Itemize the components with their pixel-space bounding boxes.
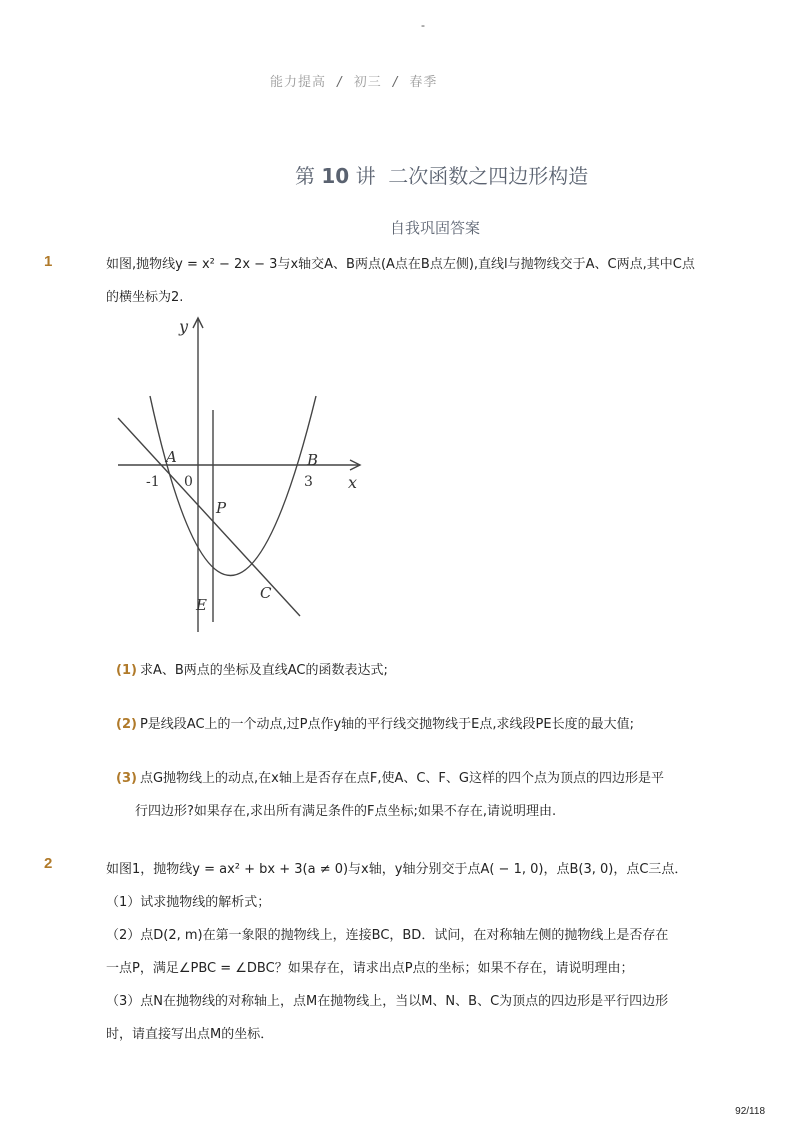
q2-line2: （1）试求抛物线的解析式；	[106, 895, 271, 910]
lecture-prefix: 第	[295, 164, 315, 188]
tick-label-3: 3	[304, 474, 313, 490]
breadcrumb	[270, 71, 437, 90]
crumb-grade: 初三	[353, 75, 382, 90]
crumb-ability: 能力提高	[270, 75, 327, 90]
point-b-label: B	[307, 451, 319, 469]
q1-figure	[110, 310, 370, 640]
q2-line4: 一点P，满足∠PBC = ∠DBC？如果存在，请求出点P点的坐标；如果不存在，请说明理由；	[106, 961, 634, 976]
point-e-label: E	[196, 596, 207, 614]
question-number: 1	[44, 253, 53, 270]
lecture-name: 二次函数之四边形构造	[388, 164, 589, 188]
q1-stem-line2: 的横坐标为2.	[106, 290, 184, 305]
parabola-curve	[150, 396, 319, 576]
tick-label-neg1: -1	[146, 474, 160, 490]
part-text: 点G抛物线上的动点,在x轴上是否存在点F,使A、C、F、G这样的四个点为顶点的四边形是平	[139, 771, 664, 786]
page-number: 92/118	[735, 1106, 765, 1117]
q2-line5: （3）点N在抛物线的对称轴上，点M在抛物线上，当以M、N、B、C为顶点的四边形是平行四边形	[106, 994, 669, 1009]
lecture-number: 10	[321, 164, 350, 188]
crumb-season: 春季	[409, 75, 438, 90]
q1-stem-line1: 如图,抛物线y = x² − 2x − 3与x轴交A、B两点(A点在B点左侧),直线l与抛物线交于A、C两点,其中C点	[106, 257, 695, 272]
question-number: 2	[44, 855, 53, 872]
q1-part1	[116, 661, 766, 681]
point-a-label: A	[166, 448, 177, 466]
line-l	[118, 418, 300, 616]
q2-line6: 时，请直接写出点M的坐标．	[106, 1027, 274, 1042]
part-text: P是线段AC上的一个动点,过P点作y轴的平行线交抛物线于E点,求线段PE长度的最大值;	[139, 717, 634, 732]
y-axis-label: y	[179, 317, 189, 336]
x-axis-label: x	[348, 473, 358, 492]
top-mark: -	[421, 18, 425, 32]
tick-label-origin: 0	[184, 474, 193, 490]
part-label: (2)	[116, 717, 137, 732]
lecture-suffix: 讲	[355, 164, 376, 188]
part-text: 求A、B两点的坐标及直线AC的函数表达式;	[139, 663, 388, 678]
section-title: 自我巩固答案	[390, 219, 481, 237]
crumb-separator: /	[337, 75, 343, 90]
q1-part2	[116, 715, 766, 735]
q1-part3	[116, 769, 776, 789]
point-c-label: C	[260, 584, 272, 602]
part-label: (3)	[116, 771, 137, 786]
lecture-title	[295, 160, 588, 189]
q1-part3-line2: 行四边形?如果存在,求出所有满足条件的F点坐标;如果不存在,请说明理由.	[135, 804, 557, 819]
point-p-label: P	[216, 499, 227, 517]
part-label: (1)	[116, 663, 137, 678]
crumb-separator: /	[392, 75, 399, 90]
q2-line3: （2）点D(2, m)在第一象限的抛物线上，连接BC，BD．试问，在对称轴左侧的抛物线上是否存在	[106, 928, 669, 943]
q2-line1: 如图1，抛物线y = ax² + bx + 3(a ≠ 0)与x轴，y轴分别交于点A( − 1, 0)，点B(3, 0)，点C三点．	[106, 862, 688, 877]
